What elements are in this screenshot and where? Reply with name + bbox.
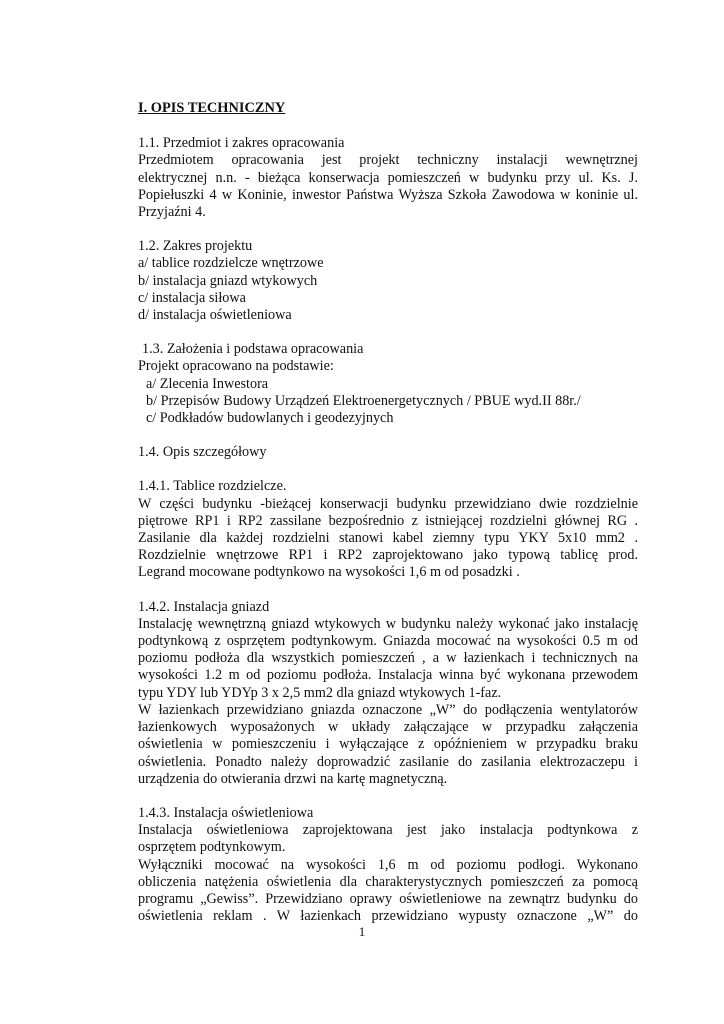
paragraph-line: Przyjaźni 4. [138, 204, 206, 221]
list-item: a/ Zlecenia Inwestora [146, 375, 269, 392]
section-heading: 1.1. Przedmiot i zakres opracowania [138, 135, 345, 152]
document-title: I. OPIS TECHNICZNY [138, 100, 286, 116]
section-1-4 [138, 444, 638, 461]
paragraph-line: elektrycznej n.n. - bieżąca konserwacja pomieszczeń w budynku przy ul. Ks. J. [138, 169, 638, 186]
paragraph-line: łazienkowych wyposażonych w układy załączające w przypadku załączenia [138, 719, 638, 736]
paragraph-line: urządzenia do otwierania drzwi na kartę magnetyczną. [138, 770, 448, 787]
section-heading: 1.4.2. Instalacja gniazd [138, 598, 270, 615]
paragraph-line: poziomu podłoża dla wszystkich pomieszczeń , a w łazienkach i technicznych na [138, 650, 638, 667]
section-1-4-2 [138, 599, 638, 788]
paragraph-line: podtynkową z osprzętem podtynkowym. Gniazda mocować na wysokości 0.5 m od [138, 633, 638, 650]
paragraph-line: oświetlenia. Ponadto należy doprowadzić zasilanie do zasilania elektrozaczepu i [138, 753, 638, 770]
paragraph-line: Zasilanie dla każdej rozdzielni stanowi kabel ziemny typu YKY 5x10 mm2 . [138, 530, 638, 547]
paragraph-line: osprzętem podtynkowym. [138, 839, 286, 856]
paragraph-line: Legrand mocowane podtynkowo na wysokości 1,6 m od posadzki . [138, 564, 520, 581]
list-item: a/ tablice rozdzielcze wnętrzowe [138, 255, 324, 272]
paragraph-line: wysokości 1.2 m od poziomu podłoża. Instalacja winna być wykonana przewodem [138, 667, 638, 684]
section-heading: 1.3. Założenia i podstawa opracowania [142, 341, 364, 358]
paragraph-line: obliczenia natężenia oświetlenia dla charakterystycznych pomieszczeń za pomocą [138, 873, 638, 890]
paragraph-line: oświetlenia reklam . W łazienkach przewidziano wypusty oznaczone „W” do [138, 908, 638, 925]
section-1-2 [138, 238, 638, 324]
list-item: c/ instalacja siłowa [138, 289, 246, 306]
section-1-4-1 [138, 478, 638, 581]
paragraph-line: programu „Gewiss”. Przewidziano oprawy oświetleniowe na zewnątrz budynku do [138, 890, 638, 907]
section-heading: 1.4.3. Instalacja oświetleniowa [138, 804, 314, 821]
list-item: c/ Podkładów budowlanych i geodezyjnych [146, 410, 394, 427]
document-page [138, 100, 638, 942]
list-item: b/ Przepisów Budowy Urządzeń Elektroenergetycznych / PBUE wyd.II 88r./ [146, 392, 581, 409]
paragraph-line: Rozdzielnie wnętrzowe RP1 i RP2 zaprojektowano jako typową tablicę prod. [138, 547, 638, 564]
paragraph-line: W części budynku -bieżącej konserwacji budynku przewidziano dwie rozdzielnie [138, 495, 638, 512]
section-1-4-3 [138, 805, 638, 925]
section-heading: 1.2. Zakres projektu [138, 238, 253, 255]
page-number: 1 [358, 924, 366, 939]
paragraph-line: Projekt opracowano na podstawie: [138, 358, 334, 375]
paragraph-line: typu YDY lub YDYp 3 x 2,5 mm2 dla gniazd wtykowych 1-faz. [138, 684, 502, 701]
section-1-1 [138, 135, 638, 221]
section-heading: 1.4.1. Tablice rozdzielcze. [138, 478, 287, 495]
paragraph-line: Instalację wewnętrzną gniazd wtykowych w budynku należy wykonać jako instalację [138, 615, 638, 632]
section-heading: 1.4. Opis szczegółowy [138, 444, 267, 461]
paragraph-line: Wyłączniki mocować na wysokości 1,6 m od poziomu podłogi. Wykonano [138, 856, 638, 873]
paragraph-line: W łazienkach przewidziano gniazda oznaczone „W” do podłączenia wentylatorów [138, 701, 638, 718]
list-item: b/ instalacja gniazd wtykowych [138, 272, 318, 289]
list-item: d/ instalacja oświetleniowa [138, 307, 292, 324]
paragraph-line: Instalacja oświetleniowa zaprojektowana jest jako instalacja podtynkowa z [138, 822, 638, 839]
paragraph-line: oświetlenia w pomieszczeniu i wyłączające z opóźnieniem w przypadku braku [138, 736, 638, 753]
paragraph-line: piętrowe RP1 i RP2 zassilane bezpośrednio z istniejącej rozdzielni głównej RG . [138, 512, 638, 529]
section-1-3 [138, 341, 638, 427]
paragraph-line: Przedmiotem opracowania jest projekt techniczny instalacji wewnętrznej [138, 152, 638, 169]
paragraph-line: Popiełuszki 4 w Koninie, inwestor Państwa Wyższa Szkoła Zawodowa w koninie ul. [138, 186, 638, 203]
